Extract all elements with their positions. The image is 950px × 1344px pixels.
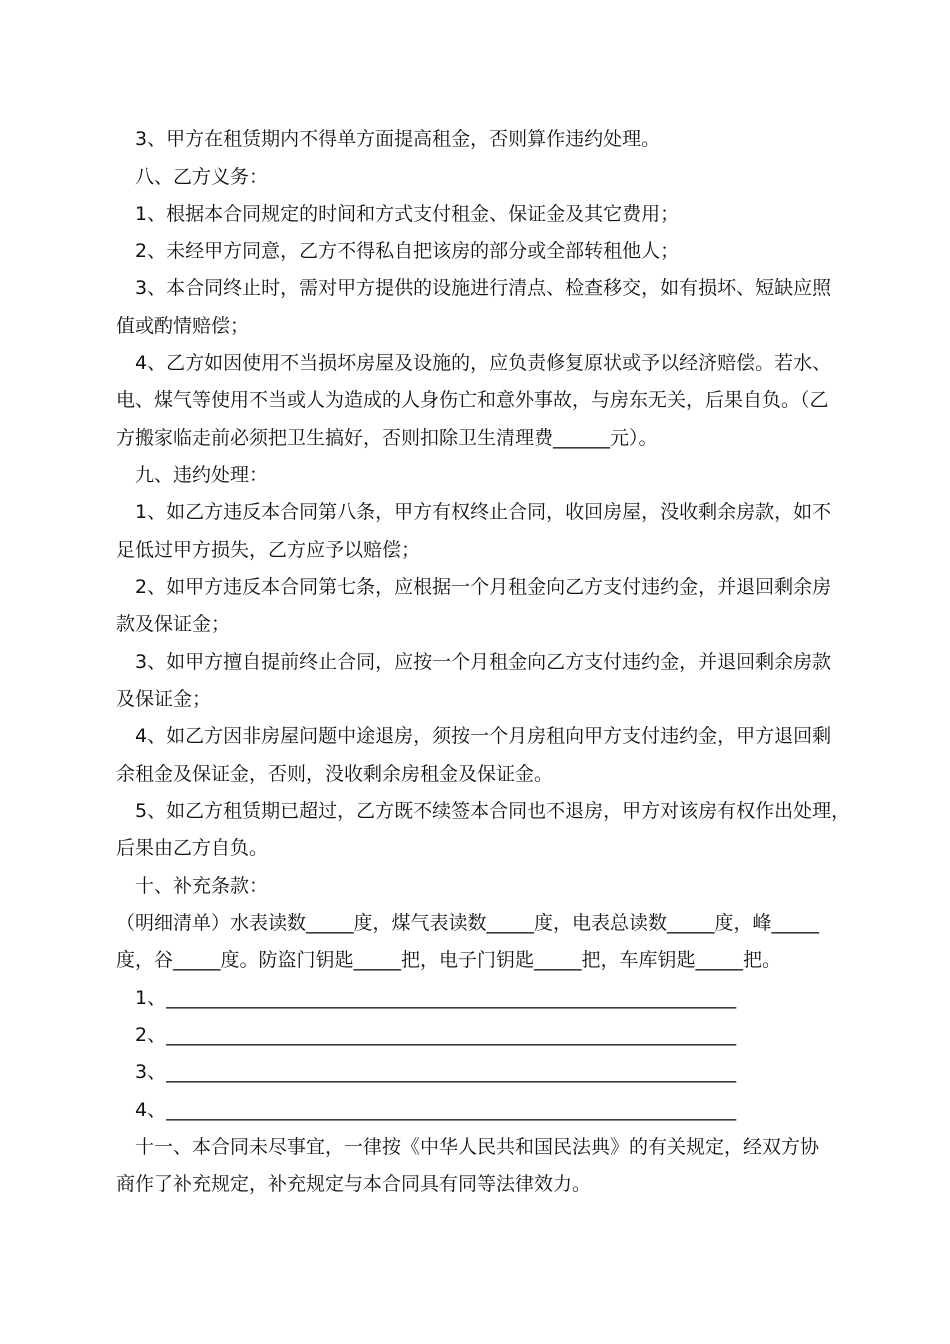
clause-text: 电、煤气等使用不当或人为造成的人身伤亡和意外事故，与房东无关，后果自负。（乙 bbox=[116, 389, 829, 411]
blank-line-item: 3、____________________________________________________________ bbox=[135, 1061, 737, 1083]
clause-8-3-text: 3、甲方在租赁期内不得单方面提高租金，否则算作违约处理。 bbox=[135, 128, 661, 150]
section-8-heading: 八、乙方义务： bbox=[135, 166, 269, 188]
clause-text: 及保证金； bbox=[116, 688, 212, 710]
clause-text: 款及保证金； bbox=[116, 613, 231, 635]
clause-text: 2、未经甲方同意，乙方不得私自把该房的部分或全部转租他人； bbox=[135, 240, 680, 262]
section-11-text: 商作了补充规定，补充规定与本合同具有同等法律效力。 bbox=[116, 1173, 592, 1195]
clause-text: 1、如乙方违反本合同第八条，甲方有权终止合同，收回房屋，没收剩余房款，如不 bbox=[135, 501, 832, 523]
clause-text: 1、根据本合同规定的时间和方式支付租金、保证金及其它费用； bbox=[135, 203, 680, 225]
clause-text: 足低过甲方损失，乙方应予以赔偿； bbox=[116, 539, 421, 561]
clause-text: 5、如乙方租赁期已超过，乙方既不续签本合同也不退房，甲方对该房有权作出处理， bbox=[135, 800, 851, 822]
clause-text: 方搬家临走前必须把卫生搞好，否则扣除卫生清理费______元）。 bbox=[116, 427, 658, 449]
section-9-heading: 九、违约处理： bbox=[135, 464, 269, 486]
supplement-list-text: 度，谷_____度。防盗门钥匙_____把，电子门钥匙_____把，车库钥匙_____把。 bbox=[116, 949, 782, 971]
clause-text: 2、如甲方违反本合同第七条，应根据一个月租金向乙方支付违约金，并退回剩余房 bbox=[135, 576, 832, 598]
clause-text: 3、本合同终止时，需对甲方提供的设施进行清点、检查移交，如有损坏、短缺应照 bbox=[135, 277, 832, 299]
section-10-heading: 十、补充条款： bbox=[135, 875, 269, 897]
blank-line-item: 2、____________________________________________________________ bbox=[135, 1024, 737, 1046]
clause-text: 后果由乙方自负。 bbox=[116, 837, 269, 859]
supplement-list-text: （明细清单）水表读数_____度，煤气表读数_____度，电表总读数_____度，峰_____ bbox=[116, 912, 820, 934]
clause-text: 余租金及保证金，否则，没收剩余房租金及保证金。 bbox=[116, 763, 554, 785]
blank-line-item: 1、____________________________________________________________ bbox=[135, 987, 737, 1009]
clause-text: 值或酌情赔偿； bbox=[116, 315, 250, 337]
clause-text: 4、乙方如因使用不当损坏房屋及设施的，应负责修复原状或予以经济赔偿。若水、 bbox=[135, 352, 832, 374]
clause-text: 4、如乙方因非房屋问题中途退房，须按一个月房租向甲方支付违约金，甲方退回剩 bbox=[135, 725, 832, 747]
clause-text: 3、如甲方擅自提前终止合同，应按一个月租金向乙方支付违约金，并退回剩余房款 bbox=[135, 651, 832, 673]
section-11-text: 十一、本合同未尽事宜，一律按《中华人民共和国民法典》的有关规定，经双方协 bbox=[135, 1136, 820, 1158]
blank-line-item: 4、____________________________________________________________ bbox=[135, 1099, 737, 1121]
